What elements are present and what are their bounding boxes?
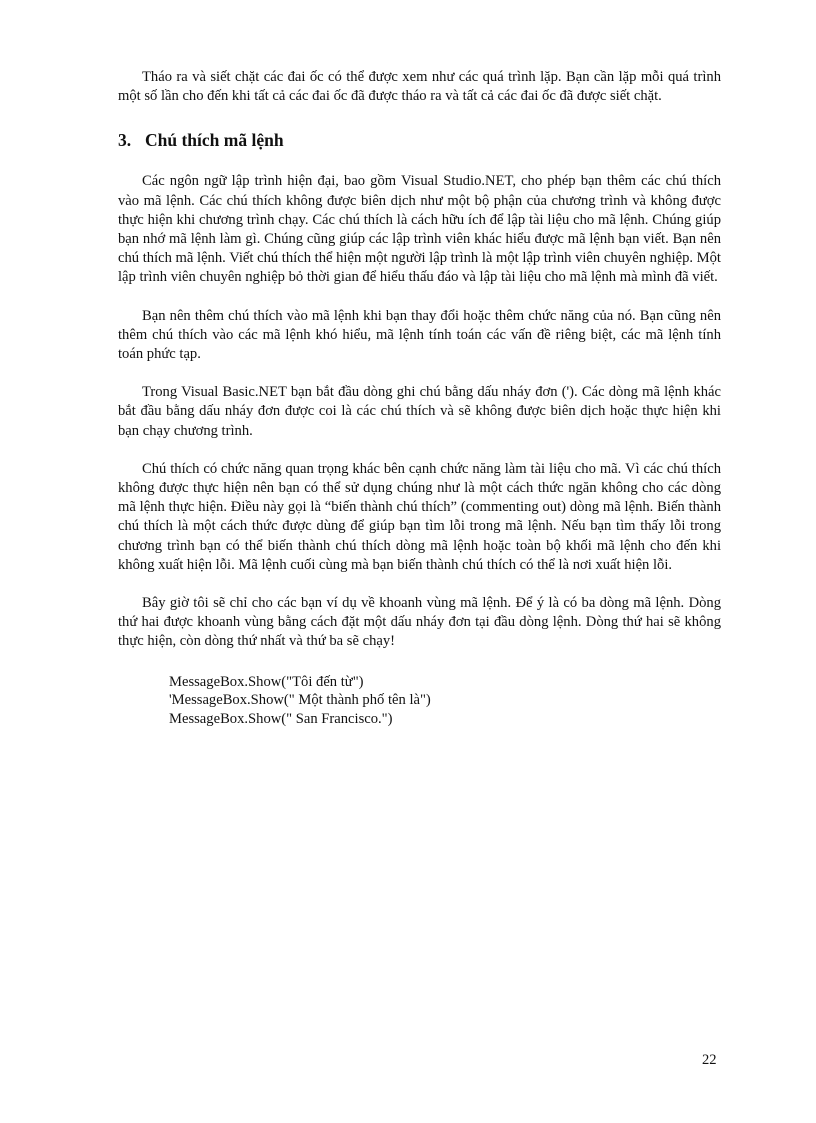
paragraph: Các ngôn ngữ lập trình hiện đại, bao gồm Visual Studio.NET, cho phép bạn thêm các chú thích vào mã lệnh. Các chú thích không được biên dịch như một bộ phận của chương trình và không được thực hiện khi chương trình chạy. Các chú thích là cách hữu ích để lập tài liệu cho mã lệnh. Chúng giúp bạn nhớ mã lệnh làm gì. Chúng cũng giúp các lập trình viên khác hiểu được mã lệnh bạn viết. Bạn nên chú thích mã lệnh. Viết chú thích thể hiện một người lập trình là một lập trình viên chuyên nghiệp. Một lập trình viên chuyên nghiệp bỏ thời gian để hiểu thấu đáo và lập tài liệu cho mã lệnh mà mình đã viết. bbox=[118, 173, 721, 286]
paragraph: Chú thích có chức năng quan trọng khác bên cạnh chức năng làm tài liệu cho mã. Vì các chú thích không được thực hiện nên bạn có thể sử dụng chúng như là một cách thức ngăn không cho các dòng mã lệnh thực hiện. Điều này gọi là “biến thành chú thích” (commenting out) dòng mã lệnh. Biến thành chú thích là một cách thức được dùng để giúp bạn tìm lỗi trong mã lệnh. Nếu bạn tìm thấy lỗi trong chương trình bạn có thể biến thành chú thích dòng mã lệnh hoặc toàn bộ khối mã lệnh cho đến khi không xuất hiện lỗi. Mã lệnh cuối cùng mà bạn biến thành chú thích có thể là nơi xuất hiện lỗi. bbox=[118, 460, 721, 573]
section-heading bbox=[118, 129, 721, 151]
paragraph: Bây giờ tôi sẽ chỉ cho các bạn ví dụ về khoanh vùng mã lệnh. Để ý là có ba dòng mã lệnh. Dòng thứ hai được khoanh vùng bằng cách đặt một dấu nháy đơn tại đầu dòng lệnh. Dòng thứ hai sẽ không thực hiện, còn dòng thứ nhất và thứ ba sẽ chạy! bbox=[118, 595, 721, 650]
document-page bbox=[118, 68, 721, 728]
code-line: MessageBox.Show("Tôi đến từ") bbox=[169, 673, 364, 690]
paragraph: Bạn nên thêm chú thích vào mã lệnh khi bạn thay đổi hoặc thêm chức năng của nó. Bạn cũng nên thêm chú thích vào các mã lệnh khó hiểu, mã lệnh tính toán các vấn đề riêng biệt, các mã lệnh tính toán phức tạp. bbox=[118, 307, 721, 363]
paragraph: Trong Visual Basic.NET bạn bắt đầu dòng ghi chú bằng dấu nháy đơn ('). Các dòng mã lệnh khác bắt đầu bằng dấu nháy đơn được coi là các chú thích và sẽ không được biên dịch hoặc thực hiện khi bạn chạy chương trình. bbox=[118, 384, 721, 439]
section-title: Chú thích mã lệnh bbox=[145, 130, 284, 151]
code-line: 'MessageBox.Show(" Một thành phố tên là") bbox=[169, 692, 431, 709]
code-example bbox=[118, 673, 721, 729]
code-line: MessageBox.Show(" San Francisco.") bbox=[169, 710, 393, 727]
intro-paragraph: Tháo ra và siết chặt các đai ốc có thể được xem như các quá trình lặp. Bạn cần lặp mỗi quá trình một số lần cho đến khi tất cả các đai ốc đã được tháo ra và tất cả các đai ốc đã được siết chặt. bbox=[118, 69, 721, 105]
section-number: 3. bbox=[118, 130, 132, 151]
page-number: 22 bbox=[702, 1052, 717, 1068]
